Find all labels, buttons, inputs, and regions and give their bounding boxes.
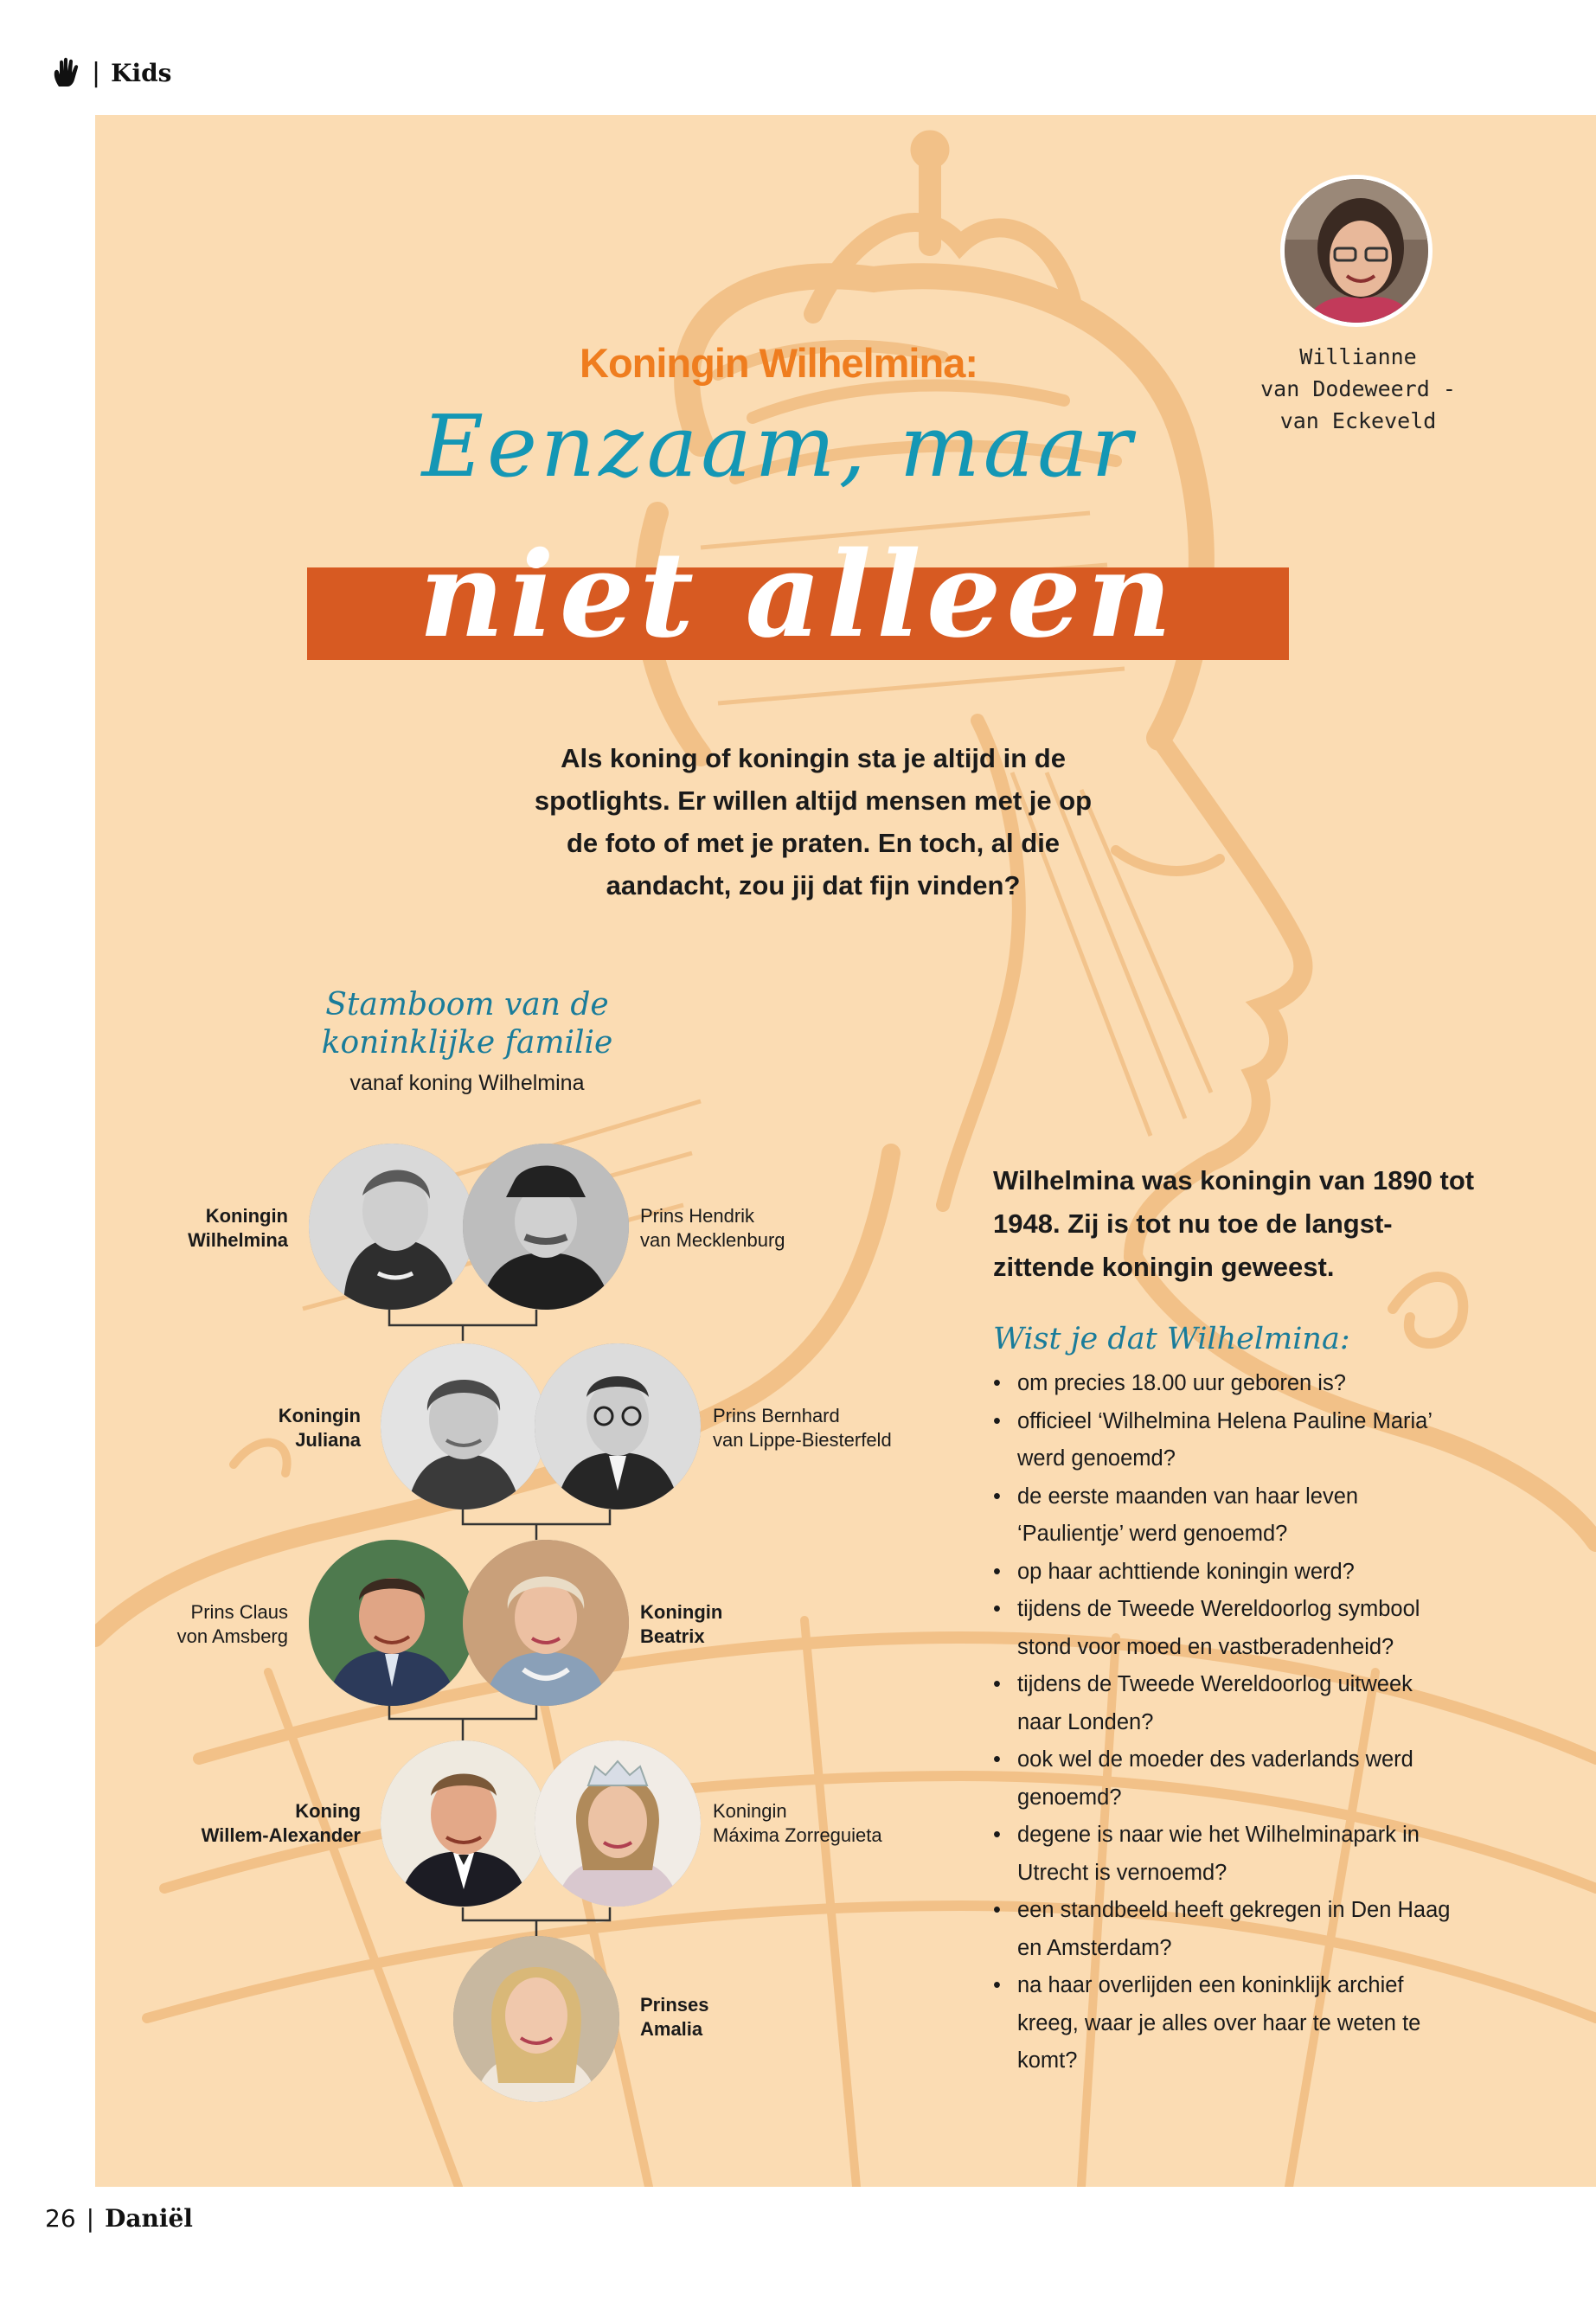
label-line: Máxima Zorreguieta [713, 1824, 882, 1846]
list-item: • officieel ‘Wilhelmina Helena Pauline Maria’ werd genoemd? [993, 1403, 1460, 1478]
facts-title: Wist je dat Wilhelmina: [993, 1322, 1350, 1356]
label-line: Prins Hendrik [640, 1205, 755, 1227]
list-item: • na haar overlijden een koninklijk archief kreeg, waar je alles over haar te weten te komt? [993, 1967, 1460, 2080]
list-item: • een standbeeld heeft gekregen in Den Haag en Amsterdam? [993, 1892, 1460, 1967]
list-item: • tijdens de Tweede Wereldoorlog symbool stond voor moed en vastberadenheid? [993, 1591, 1460, 1666]
label-line: Juliana [295, 1429, 361, 1451]
label-line: von Amsberg [176, 1625, 288, 1647]
portrait-amalia [453, 1936, 619, 2102]
label-hendrik [640, 1204, 882, 1253]
label-claus [46, 1600, 288, 1649]
article-intro: Als koning of koningin sta je altijd in de spotlights. Er willen altijd mensen met je op de foto of met je praten. En toch, al die aandacht, zou jij dat fijn vinden? [534, 743, 1093, 901]
footer-separator: | [86, 2204, 95, 2233]
label-juliana [119, 1404, 361, 1452]
label-line: Prins Bernhard [713, 1405, 840, 1426]
list-item: • op haar achttiende koningin werd? [993, 1554, 1460, 1592]
article-title-line-2: niet alleen [419, 526, 1177, 664]
family-tree-title: Stamboom van de koninklijke familie [321, 987, 613, 1061]
running-head-separator: | [92, 57, 101, 88]
portrait-maxima [535, 1740, 701, 1907]
author-name-line: Willianne [1299, 344, 1417, 369]
label-line: van Lippe-Biesterfeld [713, 1429, 892, 1451]
label-line: Koningin [205, 1205, 288, 1227]
family-tree-subtitle: vanaf koning Wilhelmina [349, 1071, 585, 1095]
facts-list [993, 1365, 1460, 2080]
label-maxima [713, 1799, 990, 1848]
label-line: Koningin [278, 1405, 361, 1426]
portrait-juliana [381, 1343, 547, 1509]
list-item: • de eerste maanden van haar leven ‘Paulientje’ werd genoemd? [993, 1478, 1460, 1554]
label-line: Amalia [640, 2018, 703, 2040]
label-line: Koningin [713, 1800, 787, 1822]
list-item: • om precies 18.00 uur geboren is? [993, 1365, 1460, 1403]
author-name-line: van Eckeveld [1279, 408, 1437, 433]
label-beatrix [640, 1600, 882, 1649]
facts-lead: Wilhelmina was koningin van 1890 tot 1948. Zij is tot nu toe de langst-zittende koningin geweest. [993, 1165, 1475, 1282]
portrait-hendrik [463, 1144, 629, 1310]
label-amalia [640, 1993, 882, 2041]
portrait-bernhard [535, 1343, 701, 1509]
list-item: • degene is naar wie het Wilhelminapark in Utrecht is vernoemd? [993, 1817, 1460, 1892]
label-line: Koningin [640, 1601, 723, 1623]
page-number: 26 [45, 2204, 76, 2233]
portrait-claus [309, 1540, 475, 1706]
article-kicker: Koningin Wilhelmina: [580, 340, 977, 386]
portrait-wilhelmina [309, 1144, 475, 1310]
section-label: Kids [111, 58, 172, 87]
portrait-willem-alexander [381, 1740, 547, 1907]
portrait-beatrix [463, 1540, 629, 1706]
label-line: Beatrix [640, 1625, 705, 1647]
label-bernhard [713, 1404, 990, 1452]
page-footer [45, 2204, 193, 2233]
label-line: van Mecklenburg [640, 1229, 785, 1251]
label-line: Willem-Alexander [201, 1824, 361, 1846]
label-line: Prinses [640, 1994, 709, 2016]
article-title-line-1: Eenzaam, maar [421, 398, 1136, 497]
magazine-name: Daniël [105, 2204, 193, 2233]
label-wilhelmina [46, 1204, 288, 1253]
list-item: • tijdens de Tweede Wereldoorlog uitweek naar Londen? [993, 1666, 1460, 1741]
label-line: Prins Claus [190, 1601, 288, 1623]
list-item: • ook wel de moeder des vaderlands werd genoemd? [993, 1741, 1460, 1817]
author-name-line: van Dodeweerd - [1260, 376, 1456, 401]
label-line: Wilhelmina [188, 1229, 288, 1251]
label-willem-alexander [119, 1799, 361, 1848]
label-line: Koning [295, 1800, 361, 1822]
